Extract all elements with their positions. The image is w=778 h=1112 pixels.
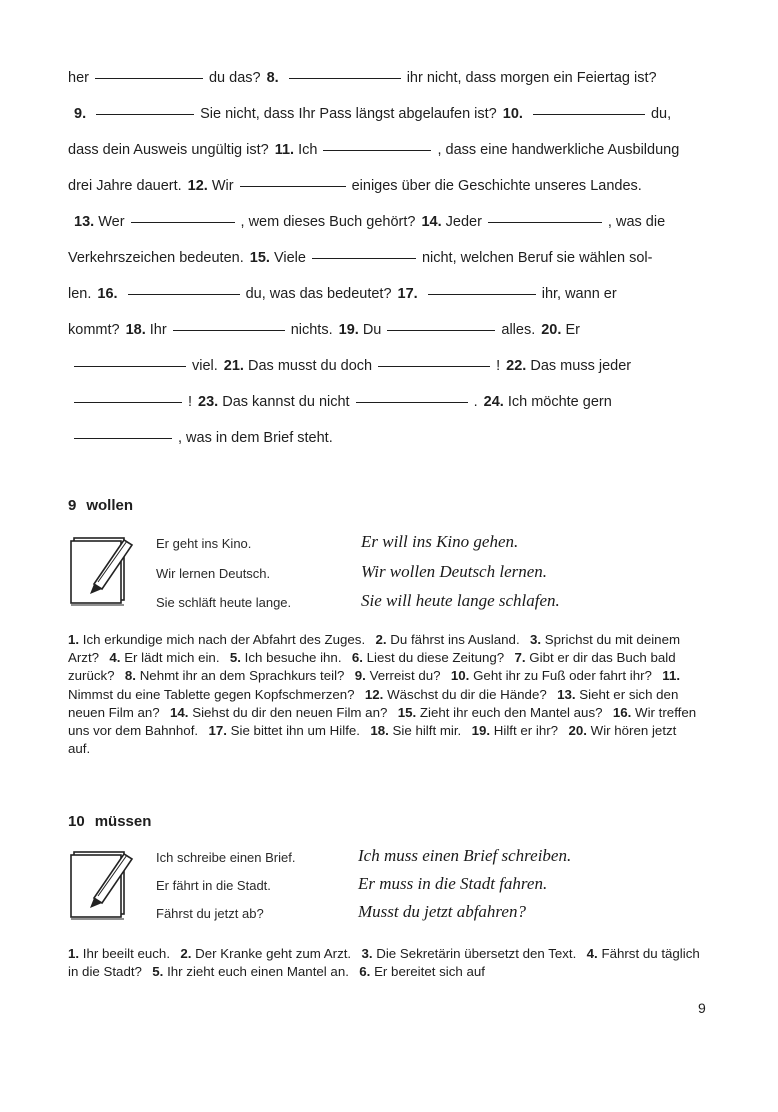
section-9-example	[68, 532, 708, 610]
example-question: Er geht ins Kino.	[156, 536, 252, 551]
sentence-text: Er	[565, 322, 580, 338]
sentence-text: nichts.	[290, 322, 333, 338]
answer-blank[interactable]	[387, 329, 495, 331]
sentence-text: ihr, wann er	[541, 286, 617, 302]
section-10-example	[68, 846, 708, 924]
sentence-text: Wir	[211, 178, 234, 194]
example-answer: Musst du jetzt abfahren?	[358, 902, 526, 921]
exercise-sentence: Der Kranke geht zum Arzt.	[195, 946, 352, 961]
sentence-text: .	[473, 394, 478, 410]
sentence-text: , wem dieses Buch gehört?	[240, 214, 416, 230]
exercise-number: 5.	[152, 964, 164, 980]
sentence-text: len.	[68, 286, 92, 302]
sentence-text: Das muss jeder	[530, 358, 632, 374]
answer-blank[interactable]	[74, 365, 186, 367]
exercise-sentence: Nehmt ihr an dem Sprachkurs teil?	[139, 668, 345, 684]
notepad-pencil-icon	[68, 846, 136, 927]
fill-in-line	[68, 204, 708, 240]
exercise-sentence: Sie hilft mir.	[392, 723, 462, 739]
exercise-sentence: Wir treffen uns vor dem Bahnhof.	[68, 704, 697, 739]
exercise-number: 19.	[471, 723, 491, 739]
sentence-text: drei Jahre dauert.	[68, 178, 182, 194]
example-answer: Er muss in die Stadt fahren.	[358, 874, 548, 893]
exercise-number: 4.	[586, 946, 598, 961]
exercise-sentence: Liest du diese Zeitung?	[366, 650, 505, 666]
sentence-text: einiges über die Geschichte unseres Landes.	[351, 178, 642, 194]
item-number: 14.	[421, 214, 442, 230]
section-10-exercises	[68, 945, 708, 981]
sentence-text: Wer	[98, 214, 125, 230]
sentence-text: Das musst du doch	[248, 358, 373, 374]
sentence-text: alles.	[501, 322, 536, 338]
answer-blank[interactable]	[312, 257, 416, 259]
answer-blank[interactable]	[96, 113, 194, 115]
exercise-number: 1.	[68, 946, 80, 961]
exercise-sentence: Sieht er sich den neuen Film an?	[68, 686, 679, 720]
fill-in-line	[68, 276, 708, 312]
item-number: 16.	[97, 286, 118, 302]
item-number: 21.	[223, 358, 244, 374]
sentence-text: ihr nicht, dass morgen ein Feiertag ist?	[406, 70, 657, 86]
exercise-number: 2.	[180, 946, 192, 961]
fill-in-line	[68, 420, 708, 456]
exercise-sentence: Ich besuche ihn.	[244, 650, 342, 666]
exercise-sentence: Wir hören jetzt auf.	[68, 723, 677, 757]
answer-blank[interactable]	[74, 437, 172, 439]
sentence-text: Jeder	[445, 214, 482, 230]
example-question: Ich schreibe einen Brief.	[156, 850, 296, 865]
fill-in-exercise	[68, 60, 708, 456]
item-number: 12.	[187, 178, 208, 194]
item-number: 10.	[502, 106, 523, 122]
answer-blank[interactable]	[356, 401, 468, 403]
fill-in-line	[68, 312, 708, 348]
fill-in-line	[68, 60, 708, 96]
answer-blank[interactable]	[95, 77, 203, 79]
item-number: 24.	[483, 394, 504, 410]
exercise-number: 1.	[68, 632, 80, 647]
example-answer: Ich muss einen Brief schreiben.	[358, 846, 572, 865]
exercise-number: 18.	[370, 723, 389, 739]
exercise-number: 14.	[170, 704, 189, 720]
exercise-number: 6.	[359, 964, 371, 980]
example-question: Sie schläft heute lange.	[156, 595, 292, 610]
sentence-text: nicht, welchen Beruf sie wählen sol-	[421, 250, 653, 266]
exercise-sentence: Wäschst du dir die Hände?	[387, 686, 547, 702]
example-answer: Sie will heute lange schlafen.	[361, 591, 560, 610]
exercise-sentence: Zieht ihr euch den Mantel aus?	[419, 704, 603, 720]
item-number: 13.	[74, 214, 95, 230]
item-number: 11.	[274, 142, 295, 158]
exercise-sentence: Verreist du?	[369, 668, 441, 684]
exercise-number: 17.	[208, 723, 227, 739]
example-row	[156, 874, 716, 902]
answer-blank[interactable]	[128, 293, 240, 295]
exercise-number: 7.	[514, 650, 526, 666]
exercise-sentence: Er bereitet sich auf	[374, 964, 485, 980]
exercise-sentence: Sprichst du mit deinem Arzt?	[68, 632, 681, 666]
item-number: 19.	[338, 322, 359, 338]
exercise-sentence: Fährst du täglich in die Stadt?	[68, 946, 700, 980]
example-answer: Er will ins Kino gehen.	[361, 532, 519, 551]
section-number: 10	[68, 813, 85, 830]
section-number: 9	[68, 497, 77, 514]
exercise-number: 3.	[530, 632, 542, 647]
exercise-sentence: Ihr beeilt euch.	[82, 946, 171, 961]
answer-blank[interactable]	[533, 113, 645, 115]
item-number: 8.	[266, 70, 279, 86]
sentence-text: du, was das bedeutet?	[245, 286, 392, 302]
exercise-number: 16.	[612, 704, 632, 720]
sentence-text: viel.	[192, 358, 218, 374]
exercise-sentence: Sie bittet ihn um Hilfe.	[230, 723, 360, 739]
exercise-number: 11.	[662, 668, 681, 684]
sentence-text: !	[188, 394, 193, 410]
exercise-number: 2.	[375, 632, 387, 647]
sentence-text: Das kannst du nicht	[222, 394, 350, 410]
sentence-text: her	[68, 70, 89, 86]
exercise-sentence: Hilft er ihr?	[493, 723, 559, 739]
exercise-sentence: Ihr zieht euch einen Mantel an.	[167, 964, 349, 980]
sentence-text: du das?	[208, 70, 261, 86]
exercise-sentence: Ich erkundige mich nach der Abfahrt des Zuges.	[82, 632, 366, 647]
sentence-text: Viele	[273, 250, 306, 266]
example-row	[156, 562, 716, 590]
sentence-text: !	[496, 358, 501, 374]
answer-blank[interactable]	[289, 77, 401, 79]
item-number: 9.	[74, 106, 87, 122]
fill-in-line	[68, 132, 708, 168]
fill-in-line	[68, 348, 708, 384]
sentence-text: , was in dem Brief steht.	[178, 430, 333, 446]
section-10-title	[68, 813, 151, 830]
exercise-number: 20.	[568, 723, 587, 739]
sentence-text: Verkehrszeichen bedeuten.	[68, 250, 244, 266]
example-row	[156, 591, 716, 619]
item-number: 23.	[198, 394, 219, 410]
exercise-number: 3.	[361, 946, 373, 961]
example-question: Fährst du jetzt ab?	[156, 906, 264, 921]
sentence-text: Ich möchte gern	[507, 394, 612, 410]
exercise-number: 4.	[109, 650, 121, 666]
sentence-text: Ihr	[149, 322, 167, 338]
answer-blank[interactable]	[240, 185, 346, 187]
item-number: 15.	[249, 250, 270, 266]
example-row	[156, 846, 716, 874]
answer-blank[interactable]	[173, 329, 285, 331]
example-row	[156, 902, 716, 930]
exercise-number: 10.	[450, 668, 470, 684]
example-question: Er fährt in die Stadt.	[156, 878, 271, 893]
exercise-number: 12.	[364, 686, 384, 702]
example-answer: Wir wollen Deutsch lernen.	[361, 562, 548, 581]
exercise-sentence: Du fährst ins Ausland.	[390, 632, 520, 647]
sentence-text: Ich	[298, 142, 318, 158]
exercise-sentence: Siehst du dir den neuen Film an?	[192, 704, 388, 720]
fill-in-line	[68, 384, 708, 420]
example-row	[156, 532, 716, 560]
answer-blank[interactable]	[378, 365, 490, 367]
answer-blank[interactable]	[428, 293, 536, 295]
example-question: Wir lernen Deutsch.	[156, 566, 271, 581]
section-9-exercises	[68, 631, 708, 758]
fill-in-line	[68, 240, 708, 276]
exercise-sentence: Gibt er dir das Buch bald zurück?	[68, 650, 676, 684]
answer-blank[interactable]	[323, 149, 431, 151]
section-name: wollen	[86, 497, 134, 514]
sentence-text: Du	[362, 322, 382, 338]
fill-in-line	[68, 96, 708, 132]
item-number: 20.	[541, 322, 562, 338]
exercise-sentence: Nimmst du eine Tablette gegen Kopfschmerzen?	[68, 686, 355, 702]
item-number: 18.	[125, 322, 146, 338]
item-number: 22.	[506, 358, 527, 374]
exercise-sentence: Die Sekretärin übersetzt den Text.	[376, 946, 577, 961]
sentence-text: , dass eine handwerkliche Ausbildung	[437, 142, 680, 158]
sentence-text: dass dein Ausweis ungültig ist?	[68, 142, 269, 158]
exercise-sentence: Er lädt mich ein.	[124, 650, 220, 666]
page-number: 9	[698, 1000, 706, 1016]
exercise-number: 8.	[124, 668, 136, 684]
item-number: 17.	[397, 286, 418, 302]
exercise-sentence: Geht ihr zu Fuß oder fahrt ihr?	[473, 668, 652, 684]
answer-blank[interactable]	[131, 221, 235, 223]
fill-in-line	[68, 168, 708, 204]
exercise-number: 5.	[229, 650, 241, 666]
sentence-text: du,	[650, 106, 672, 122]
answer-blank[interactable]	[74, 401, 182, 403]
notepad-pencil-icon	[68, 532, 136, 613]
sentence-text: Sie nicht, dass Ihr Pass längst abgelaufen ist?	[200, 106, 497, 122]
section-name: müssen	[94, 813, 152, 830]
exercise-number: 6.	[351, 650, 363, 666]
exercise-number: 9.	[354, 668, 366, 684]
exercise-number: 15.	[397, 704, 417, 720]
answer-blank[interactable]	[488, 221, 602, 223]
exercise-number: 13.	[557, 686, 576, 702]
sentence-text: , was die	[607, 214, 666, 230]
sentence-text: kommt?	[68, 322, 120, 338]
section-9-title	[68, 497, 133, 514]
